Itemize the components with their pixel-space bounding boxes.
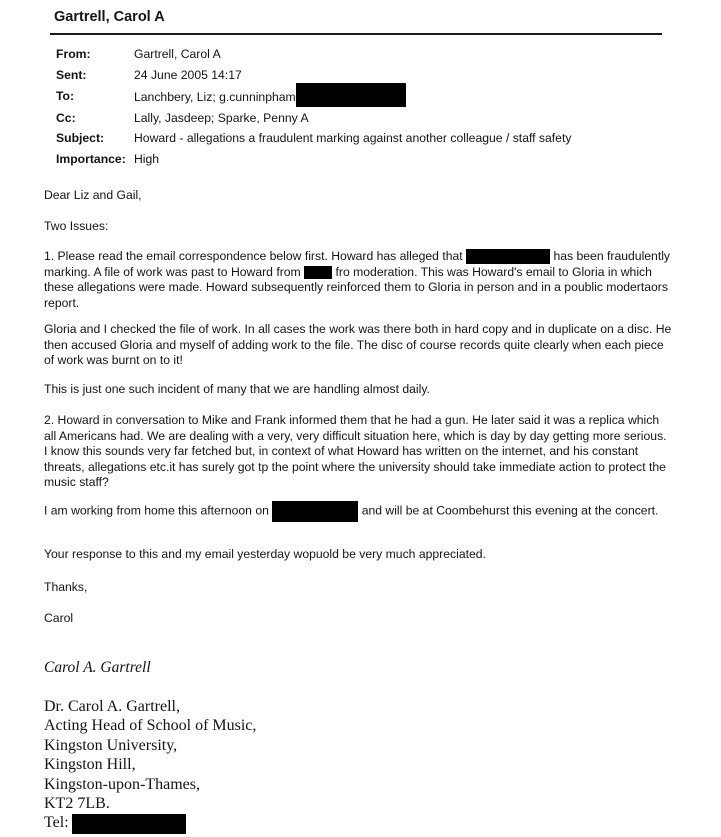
p1-text-d: fro moderation. This was Howard's email to Gloria in which these allegations were made. Howard subsequently reinforced them to Gloria in person and in a poublic modertaors report. [44,264,668,310]
signature-line-institution: Kingston University, [44,736,178,754]
sent-value: 24 June 2005 14:17 [134,68,242,82]
p1-text-a: 1. Please read the email correspondence below first. Howard has alleged that [44,249,463,263]
from-label: From: [56,47,91,61]
signature-line-title: Acting Head of School of Music, [44,717,257,735]
intro-line: Two Issues: [44,219,109,233]
to-value-wrap [134,89,406,107]
sent-label: Sent: [56,68,87,82]
tel-label: Tel: [44,814,69,832]
signature-name: Carol A. Gartrell [44,659,151,676]
redaction-block [72,814,186,834]
cc-label: Cc: [56,111,76,125]
paragraph-1 [44,249,672,311]
cc-value: Lally, Jasdeep; Sparke, Penny A [134,111,309,125]
redaction-block [466,249,550,264]
paragraph-3: This is just one such incident of many that we are handling almost daily. [44,382,430,396]
thanks-line: Thanks, [44,580,88,594]
signature-line-town: Kingston-upon-Thames, [44,775,200,793]
sender-name: Gartrell, Carol A [54,9,165,25]
from-value: Gartrell, Carol A [134,47,221,61]
p1-text-b: has been [553,249,604,263]
header-divider [50,33,662,35]
subject-value: Howard - allegations a fraudulent marking against another colleague / staff safety [134,131,572,145]
p1-text-c: fraudulently marking. A file of work was past to Howard from [44,249,671,279]
redaction-block [272,501,358,522]
importance-label: Importance: [56,152,126,166]
signature-line-name: Dr. Carol A. Gartrell, [44,698,180,715]
importance-value: High [134,152,160,166]
signature-line-postcode: KT2 7LB. [44,795,110,813]
redaction-block [304,266,332,279]
to-value: Lanchbery, Liz; g.cunninpham [134,90,296,105]
greeting: Dear Liz and Gail, [44,188,142,202]
signature-address [44,697,256,834]
signature-tel-row [44,813,256,833]
paragraph-2: Gloria and I checked the file of work. In all cases the work was there both in hard copy and in duplicate on a disc. He then accused Gloria and myself of adding work to the file. The disc of course records quite clearly when each piece of work was burnt on to it! [44,322,672,367]
p5-text-a: I am working from home this afternoon on [44,503,269,518]
subject-label: Subject: [56,131,105,145]
paragraph-4: 2. Howard in conversation to Mike and Frank informed them that he had a gun. He later said it was a replica which all Americans had. We are dealing with a very, very difficult situation here, which is day by day getting more serious. I know this sounds very far fetched but, in context of what Howard has written on the internet, and his constant threats, allegations etc.it has surely got tp the point where the university should take immediate action to protect the music staff? [44,413,667,489]
paragraph-5 [44,501,672,522]
paragraph-6: Your response to this and my email yesterday wopuold be very much appreciated. [44,547,486,561]
redaction-block [296,83,406,107]
to-label: To: [56,89,75,103]
sign-off-name: Carol [44,611,74,625]
p5-text-b: and will be at Coombehurst this evening at the concert. [361,503,659,518]
signature-line-campus: Kingston Hill, [44,756,136,774]
